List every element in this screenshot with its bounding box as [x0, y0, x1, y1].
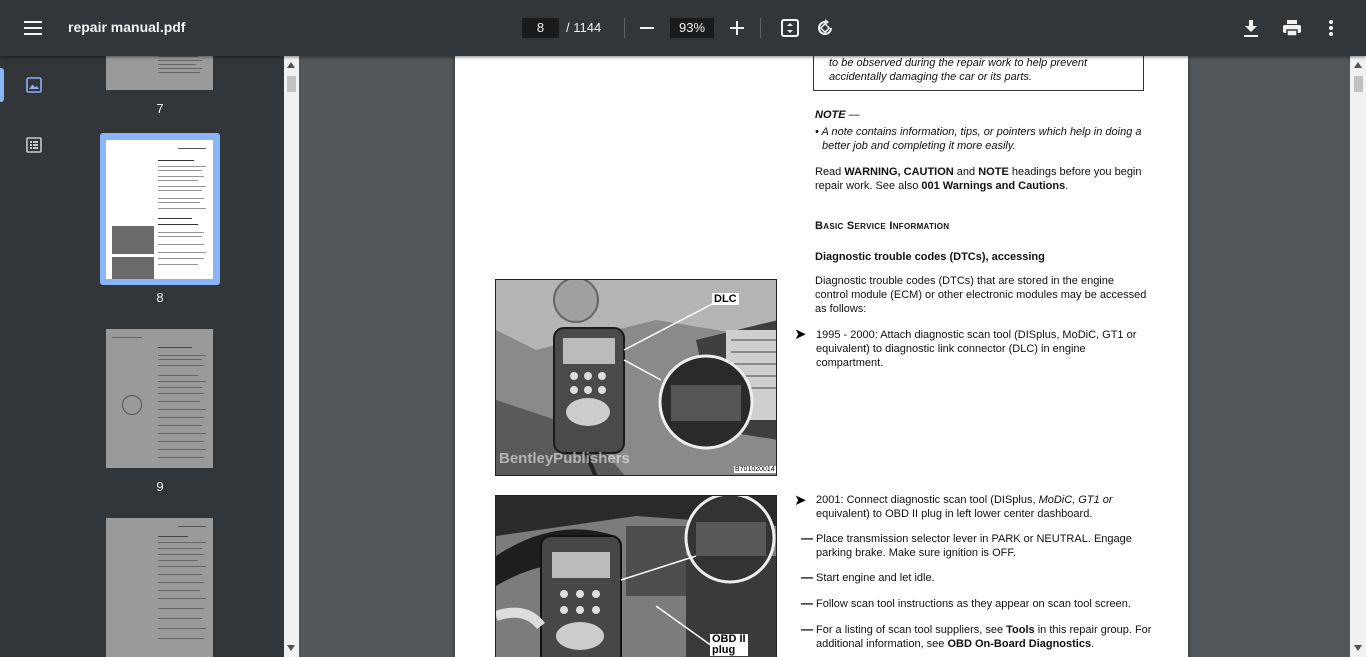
- scroll-down-arrow[interactable]: [287, 645, 295, 651]
- dlc-photo: [495, 279, 777, 476]
- download-icon[interactable]: [1233, 10, 1269, 46]
- sidebar-rail: [0, 56, 68, 657]
- page-thumbnail-8[interactable]: [106, 140, 213, 279]
- caution-text: to be observed during the repair work to help prevent: [829, 57, 1088, 69]
- zoom-in-icon[interactable]: [719, 10, 755, 46]
- note-text: better job and completing it more easily.: [822, 140, 1016, 152]
- page-thumbnail-10[interactable]: [106, 518, 213, 657]
- body-text: control module (ECM) or other electronic modules may be accessed: [815, 289, 1147, 301]
- note-text: • A note contains information, tips, or pointers which help in doing a: [815, 126, 1142, 138]
- bullet-dash: —: [801, 570, 813, 584]
- scroll-down-arrow[interactable]: [1354, 645, 1362, 651]
- photo-label: DLC: [714, 293, 737, 305]
- scroll-up-arrow[interactable]: [287, 62, 295, 68]
- step-text: For a listing of scan tool suppliers, see Tools in this repair group. For: [816, 624, 1152, 636]
- scroll-up-arrow[interactable]: [1354, 62, 1362, 68]
- photo-label: OBD II plug: [712, 633, 746, 656]
- sub-heading: Diagnostic trouble codes (DTCs), accessing: [815, 251, 1045, 263]
- caution-text: accidentally damaging the car or its parts.: [829, 71, 1032, 83]
- thumb-diagram: [122, 395, 142, 415]
- thumb-photo: [112, 257, 154, 279]
- obd-photo: [495, 495, 777, 657]
- thumbnail-scrollbar[interactable]: [284, 56, 299, 657]
- step-text: compartment.: [816, 357, 884, 369]
- note-heading: NOTE —: [815, 109, 860, 121]
- bullet-dash: —: [801, 531, 813, 545]
- page-number-input[interactable]: 8: [522, 18, 559, 38]
- outline-icon[interactable]: [16, 127, 52, 163]
- step-text: additional information, see OBD On-Board Diagnostics.: [816, 638, 1095, 650]
- watermark: BentleyPublishers: [499, 450, 630, 467]
- zoom-input[interactable]: 93%: [670, 18, 714, 38]
- page-total: / 1144: [566, 20, 602, 35]
- page-scrollbar[interactable]: [1350, 56, 1366, 657]
- thumbnails-icon[interactable]: [16, 67, 52, 103]
- read-text: Read WARNING, CAUTION and NOTE headings before you begin: [815, 166, 1142, 178]
- bullet-dash: —: [801, 622, 813, 636]
- step-text: equivalent) to diagnostic link connector (DLC) in engine: [816, 343, 1086, 355]
- body-text: Diagnostic trouble codes (DTCs) that are stored in the engine: [815, 275, 1114, 287]
- step-text: Start engine and let idle.: [816, 572, 935, 584]
- toolbar-divider: [624, 18, 625, 38]
- step-text: parking brake. Make sure ignition is OFF.: [816, 547, 1016, 559]
- pointer-arrow-icon: ➤: [794, 326, 807, 343]
- page-thumbnail-7[interactable]: [106, 56, 213, 90]
- scrollbar-thumb[interactable]: [1354, 76, 1363, 92]
- body-text: as follows:: [815, 303, 867, 315]
- menu-icon[interactable]: [15, 10, 51, 46]
- step-text: Place transmission selector lever in PARK or NEUTRAL. Engage: [816, 533, 1132, 545]
- pdf-toolbar: [0, 0, 1366, 56]
- active-indicator: [0, 68, 4, 102]
- document-title: repair manual.pdf: [68, 19, 186, 35]
- toolbar-divider: [760, 18, 761, 38]
- read-text: repair work. See also 001 Warnings and Cautions.: [815, 180, 1069, 192]
- section-heading: Basic Service Information: [815, 220, 950, 232]
- page-thumbnail-9[interactable]: [106, 329, 213, 468]
- thumb-photo: [112, 226, 154, 254]
- thumb-label: 8: [156, 290, 164, 305]
- thumb-label: 9: [156, 479, 164, 494]
- more-vert-icon[interactable]: [1313, 10, 1349, 46]
- photo-code: B701020014: [735, 466, 775, 473]
- rotate-icon[interactable]: [807, 10, 843, 46]
- scrollbar-thumb[interactable]: [287, 76, 296, 92]
- step-text: Follow scan tool instructions as they appear on scan tool screen.: [816, 598, 1131, 610]
- thumb-label: 7: [156, 101, 164, 116]
- zoom-out-icon[interactable]: [629, 10, 665, 46]
- pdf-viewer: [299, 56, 1350, 657]
- step-text: equivalent) to OBD II plug in left lower center dashboard.: [816, 508, 1093, 520]
- thumbnail-panel: [68, 56, 284, 657]
- pointer-arrow-icon: ➤: [794, 492, 807, 509]
- print-icon[interactable]: [1274, 10, 1310, 46]
- bullet-dash: —: [801, 596, 813, 610]
- pdf-page: [455, 56, 1188, 657]
- step-text: 1995 - 2000: Attach diagnostic scan tool (DISplus, MoDiC, GT1 or: [816, 329, 1137, 341]
- step-text: 2001: Connect diagnostic scan tool (DISplus, MoDiC, GT1 or: [816, 494, 1113, 506]
- fit-page-icon[interactable]: [772, 10, 808, 46]
